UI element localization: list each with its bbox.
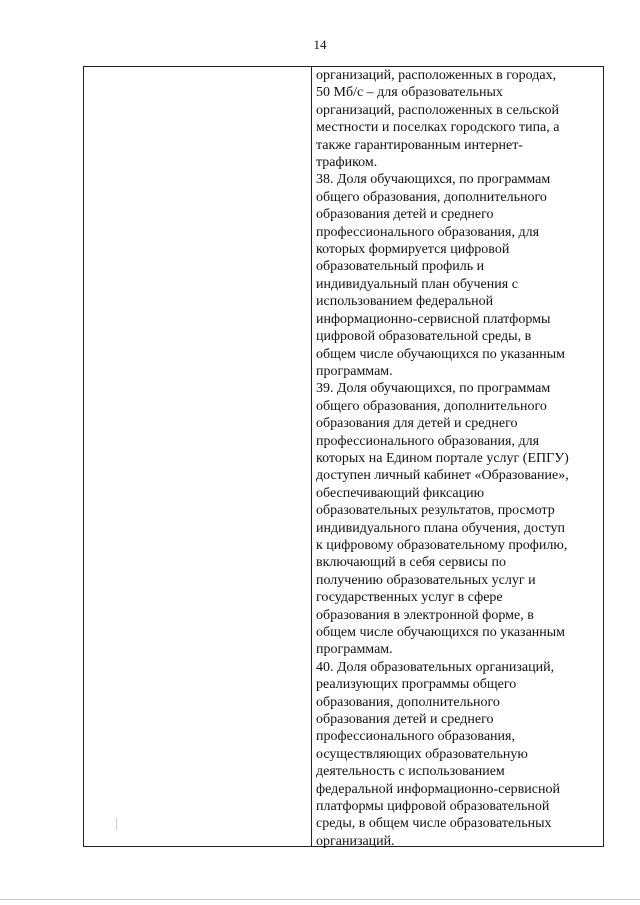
cell-text-line: получению образовательных услуг и <box>316 572 536 588</box>
cell-text-line: организаций, расположенных в сельской <box>316 102 560 118</box>
cell-text-line: 39. Доля обучающихся, по программам <box>316 381 551 397</box>
cell-text-line: общего образования, дополнительного <box>316 189 547 205</box>
cell-text-line: образовательных результатов, просмотр <box>316 503 555 519</box>
cell-text-line: образования, дополнительного <box>316 694 500 710</box>
cell-text-line: общем числе обучающихся по указанным <box>316 625 566 640</box>
cell-text-line: образования детей и среднего <box>316 712 494 728</box>
cell-text-line: которых на Едином портале услуг (ЕПГУ) <box>316 450 569 466</box>
cell-text-line: организаций. <box>316 833 395 849</box>
cell-text-line: местности и поселках городского типа, а <box>316 120 560 136</box>
cell-text-line: осуществляющих образовательную <box>316 746 528 762</box>
cell-text-line: образования детей и среднего <box>316 207 494 223</box>
column-divider <box>311 67 312 846</box>
cell-text-line: включающий в себя сервисы по <box>316 555 507 571</box>
scan-artifact-mark <box>116 818 117 830</box>
cell-text-line: реализующих программы общего <box>316 677 517 693</box>
cell-text-line: доступен личный кабинет «Образование», <box>316 468 569 484</box>
cell-text-line: профессионального образования, для <box>316 224 540 240</box>
cell-text-line: трафиком. <box>316 155 378 171</box>
cell-text-line: 38. Доля обучающихся, по программам <box>316 172 551 188</box>
cell-text-line: образовательный профиль и <box>316 259 485 275</box>
cell-text-line: индивидуальный план обучения с <box>316 276 518 292</box>
cell-text-line: деятельность с использованием <box>316 764 505 780</box>
cell-text-line: к цифровому образовательному профилю, <box>316 537 568 553</box>
cell-text-line: среды, в общем числе образовательных <box>316 816 552 832</box>
cell-text-line: информационно-сервисной платформы <box>316 311 551 327</box>
cell-text-line: которых формируется цифровой <box>316 242 510 258</box>
cell-text-line: профессионального образования, <box>316 729 515 745</box>
cell-text-line: использованием федеральной <box>316 294 494 310</box>
cell-text-line: общем числе обучающихся по указанным <box>316 346 566 362</box>
cell-text-line: федеральной информационно-сервисной <box>316 781 560 797</box>
document-table <box>83 66 604 847</box>
cell-text-line: профессионального образования, для <box>316 433 540 449</box>
cell-text-line: образования в электронной форме, в <box>316 607 534 623</box>
cell-text-line: организаций, расположенных в городах, <box>316 68 557 83</box>
cell-text-line: 40. Доля образовательных организаций, <box>316 659 555 675</box>
cell-text-line: 50 Мб/с – для образовательных <box>316 85 503 101</box>
cell-text-line: цифровой образовательной среды, в <box>316 329 532 345</box>
cell-text-line: программам. <box>316 642 393 658</box>
right-table-cell <box>316 67 601 850</box>
page-bottom-rule <box>0 899 640 900</box>
cell-text-line: обеспечивающий фиксацию <box>316 485 485 501</box>
cell-text-line: общего образования, дополнительного <box>316 398 547 414</box>
cell-text-line: платформы цифровой образовательной <box>316 799 550 815</box>
page-number: 14 <box>313 37 327 52</box>
cell-text-line: также гарантированным интернет- <box>316 137 523 153</box>
cell-text-line: государственных услуг в сфере <box>316 590 503 606</box>
cell-text-line: программам. <box>316 363 393 379</box>
cell-text-line: образования для детей и среднего <box>316 416 518 432</box>
cell-text-line: индивидуального плана обучения, доступ <box>316 520 566 536</box>
